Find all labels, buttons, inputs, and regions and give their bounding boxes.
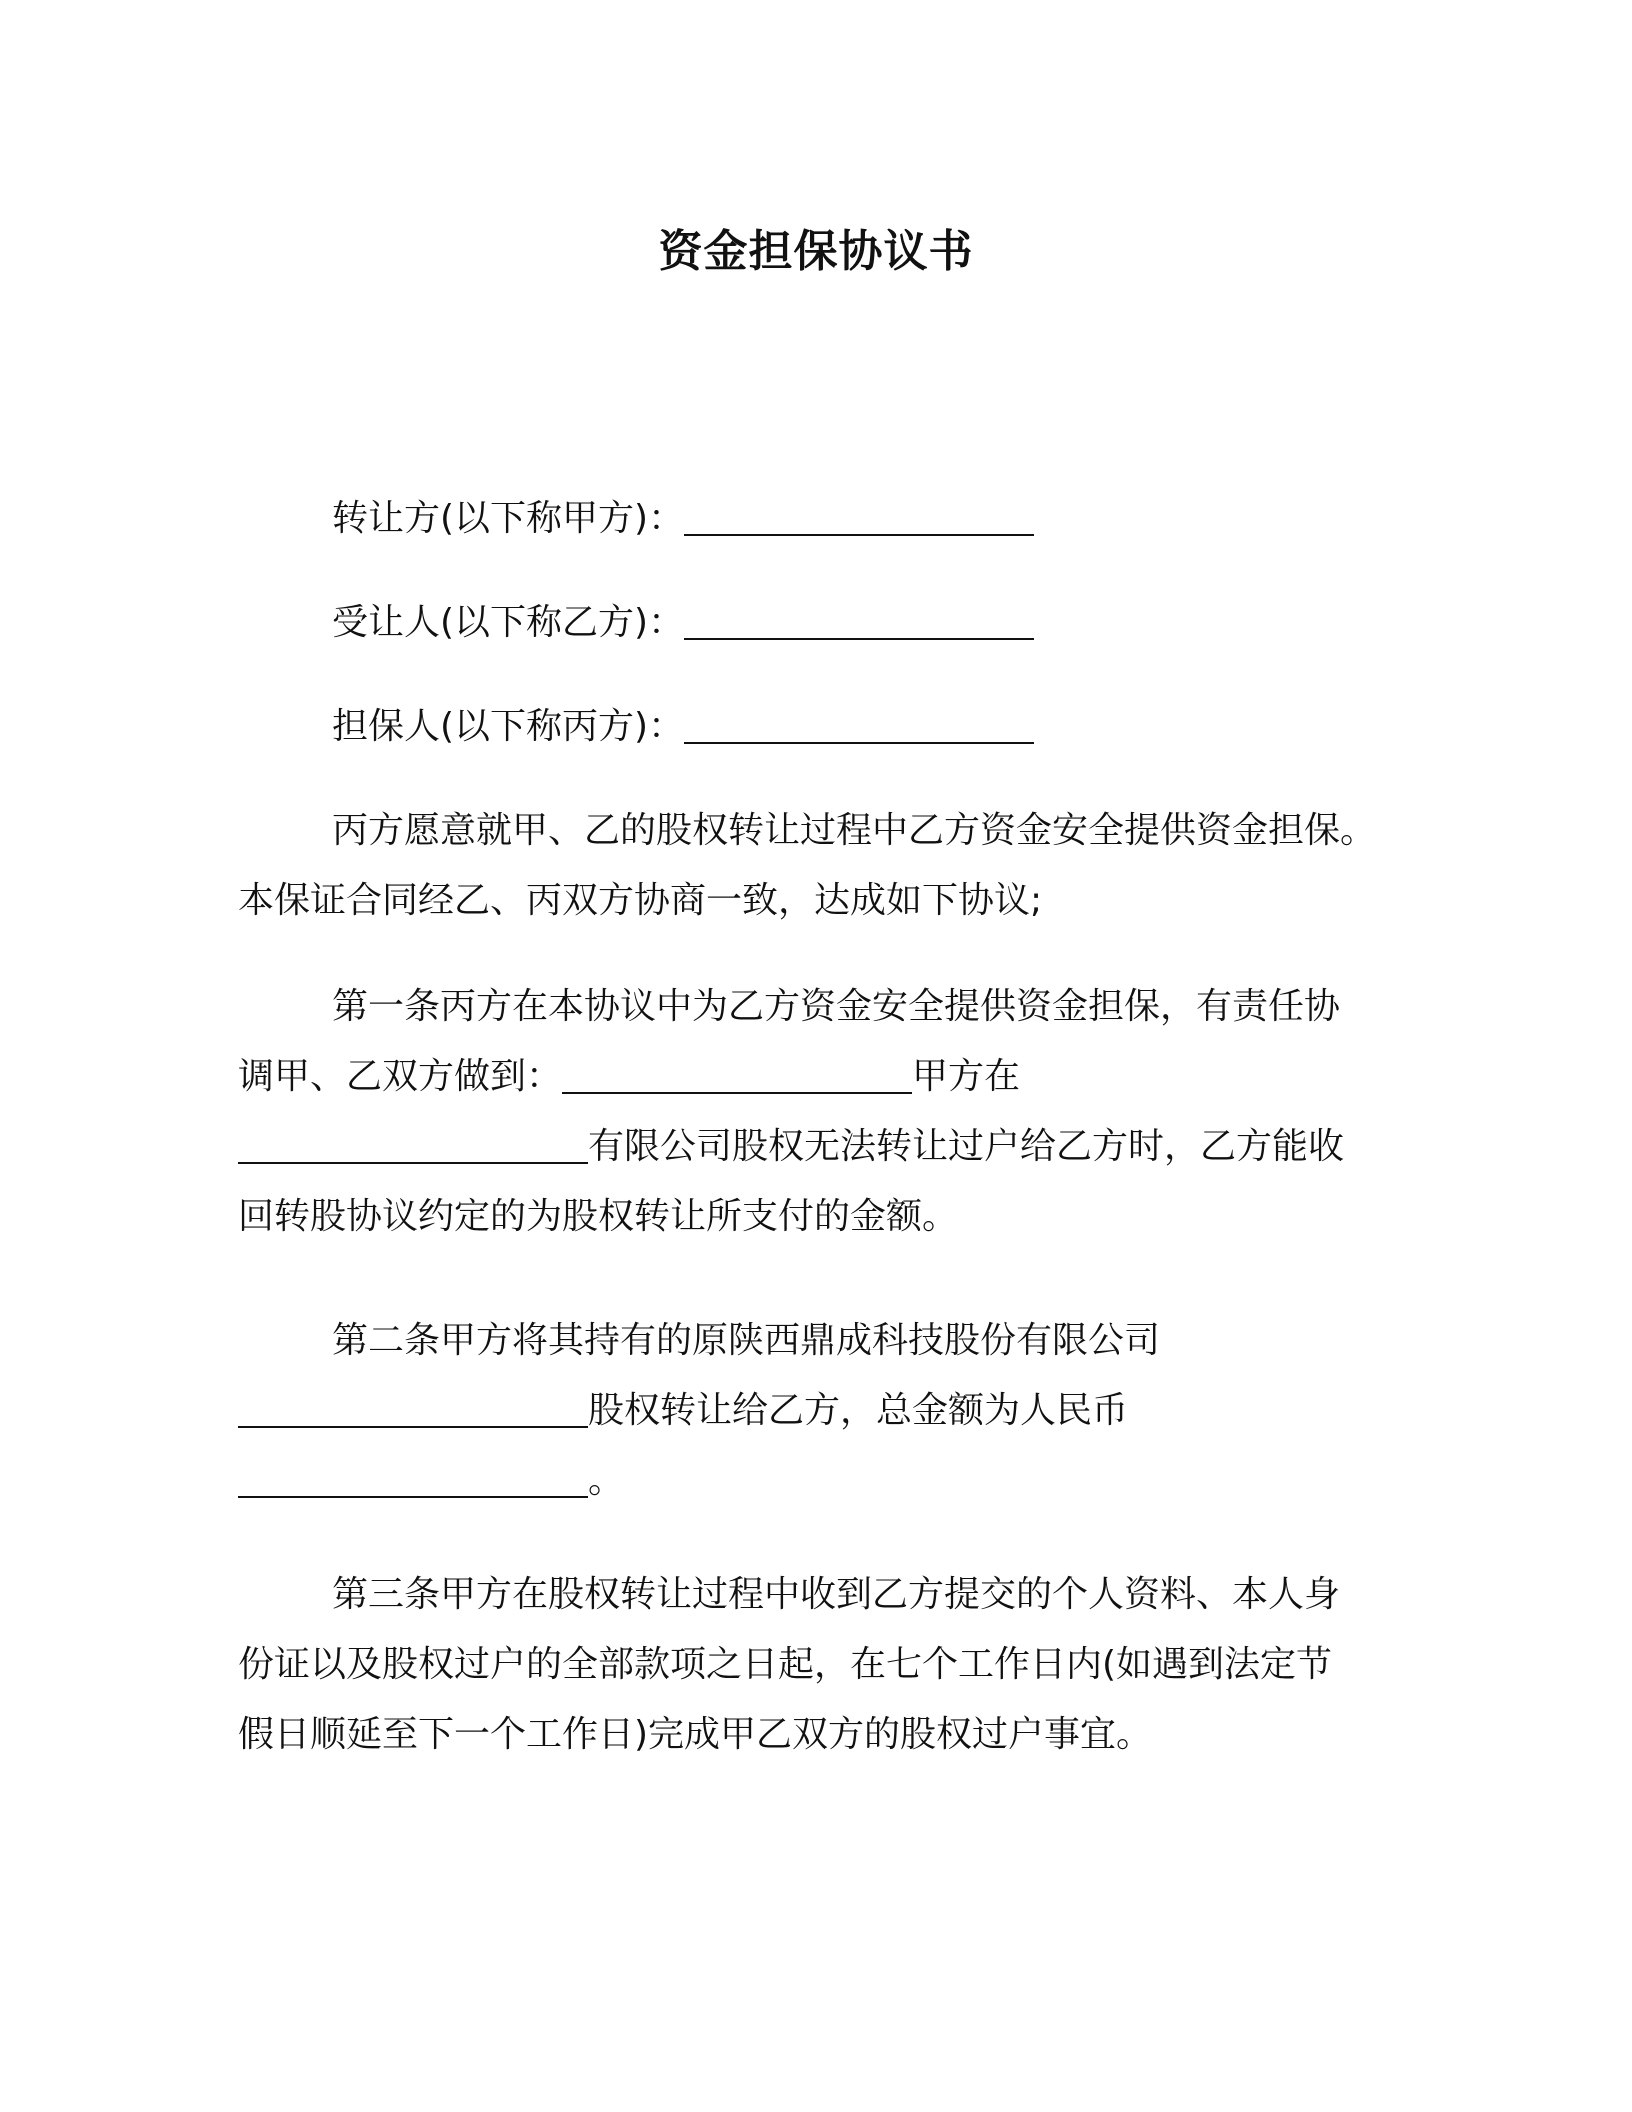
article-2-line-3: [238, 1446, 1398, 1516]
article-1-blank-1[interactable]: [562, 1054, 912, 1094]
article-1-line-2: [238, 1042, 1398, 1112]
article-1-line-4: 回转股协议约定的为股权转让所支付的金额。: [238, 1196, 959, 1237]
party-transferor: [332, 494, 1034, 544]
intro-line-2: 本保证合同经乙、丙双方协商一致，达成如下协议;: [238, 880, 1043, 921]
article-2-blank-2[interactable]: [238, 1458, 588, 1498]
party-transferor-label: 转让方(以下称甲方)：: [332, 498, 685, 539]
article-2-line-2-post: 股权转让给乙方，总金额为人民币: [588, 1390, 1129, 1431]
article-2-line-2: [238, 1376, 1398, 1446]
party-guarantor: [332, 702, 1034, 752]
party-guarantor-blank[interactable]: [684, 704, 1034, 744]
article-3-line-1: 第三条甲方在股权转让过程中收到乙方提交的个人资料、本人身: [332, 1574, 1341, 1615]
article-1-line-3-post: 有限公司股权无法转让过户给乙方时，乙方能收: [588, 1126, 1345, 1167]
article-3-line-2: 份证以及股权过户的全部款项之日起，在七个工作日内(如遇到法定节: [238, 1644, 1333, 1685]
party-transferee-blank[interactable]: [684, 600, 1034, 640]
article-1: [238, 972, 1398, 1252]
article-1-line-1: 第一条丙方在本协议中为乙方资金安全提供资金担保，有责任协: [332, 986, 1341, 1027]
article-1-line-2-post: 甲方在: [912, 1056, 1021, 1097]
intro-line-1: 丙方愿意就甲、乙的股权转让过程中乙方资金安全提供资金担保。: [332, 810, 1377, 851]
article-2-line-1: 第二条甲方将其持有的原陕西鼎成科技股份有限公司: [332, 1320, 1161, 1361]
party-guarantor-label: 担保人(以下称丙方)：: [332, 706, 685, 747]
party-transferor-blank[interactable]: [684, 496, 1034, 536]
intro-paragraph: [238, 796, 1398, 936]
article-2-line-3-post: 。: [588, 1460, 625, 1501]
article-3: [238, 1560, 1398, 1770]
article-1-blank-2[interactable]: [238, 1124, 588, 1164]
article-1-line-3: [238, 1112, 1398, 1182]
party-transferee: [332, 598, 1034, 648]
article-2-blank-1[interactable]: [238, 1388, 588, 1428]
article-1-line-2-pre: 调甲、乙双方做到：: [238, 1056, 563, 1097]
party-transferee-label: 受让人(以下称乙方)：: [332, 602, 685, 643]
article-2: [238, 1306, 1398, 1516]
article-3-line-3: 假日顺延至下一个工作日)完成甲乙双方的股权过户事宜。: [238, 1714, 1153, 1755]
document-title: 资金担保协议书: [658, 226, 974, 277]
